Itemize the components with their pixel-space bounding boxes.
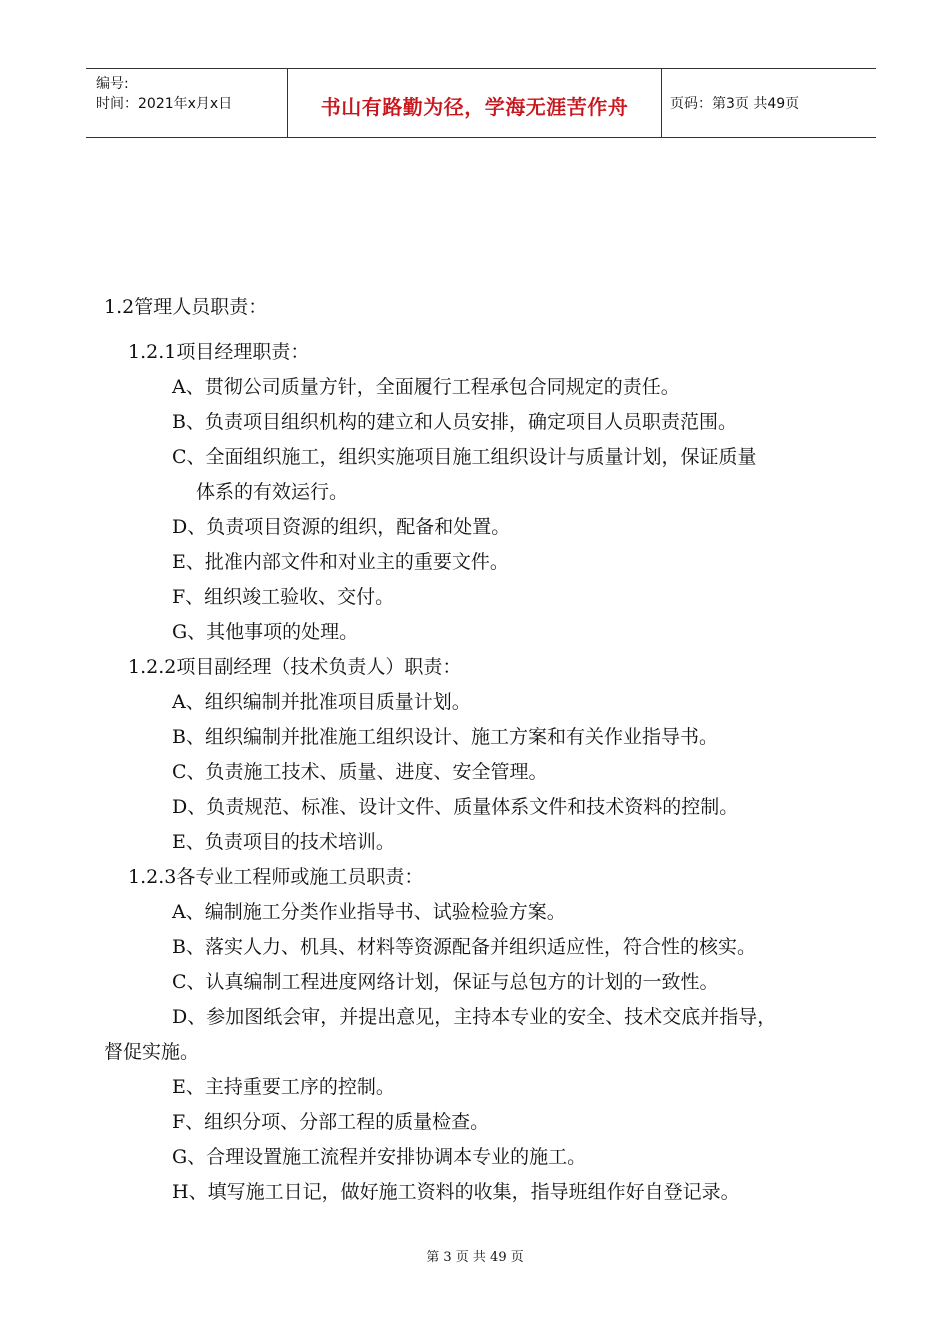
list-item: G、其他事项的处理。 [172,621,359,643]
list-item: D、负责规范、标准、设计文件、质量体系文件和技术资料的控制。 [172,796,739,818]
list-item: D、参加图纸会审，并提出意见，主持本专业的安全、技术交底并指导， [172,1006,777,1028]
list-item: B、落实人力、机具、材料等资源配备并组织适应性，符合性的核实。 [172,936,756,958]
list-item: B、组织编制并批准施工组织设计、施工方案和有关作业指导书。 [172,726,718,748]
list-item: E、主持重要工序的控制。 [172,1076,395,1098]
motto: 书山有路勤为径，学海无涯苦作舟 [320,95,629,119]
list-item-continuation: 督促实施。 [104,1041,200,1063]
list-item: D、负责项目资源的组织，配备和处置。 [172,516,511,538]
list-item-continuation: 体系的有效运行。 [196,481,349,503]
header-meta-cell [86,69,288,137]
list-item: B、负责项目组织机构的建立和人员安排，确定项目人员职责范围。 [172,411,737,433]
time-label: 时间：2021年x月x日 [96,96,233,112]
list-item: C、认真编制工程进度网络计划，保证与总包方的计划的一致性。 [172,971,719,993]
page-footer: 第 3 页 共 49 页 [426,1250,524,1265]
section-title: 1.2管理人员职责： [104,296,268,318]
list-item: C、负责施工技术、质量、进度、安全管理。 [172,761,548,783]
list-item: C、全面组织施工，组织实施项目施工组织设计与质量计划，保证质量 [172,446,757,468]
list-item: A、贯彻公司质量方针，全面履行工程承包合同规定的责任。 [172,376,680,398]
list-item: A、组织编制并批准项目质量计划。 [172,691,471,713]
list-item: F、组织分项、分部工程的质量检查。 [172,1111,490,1133]
list-item: E、负责项目的技术培训。 [172,831,395,853]
header-motto-cell [288,69,662,137]
document-header [86,68,876,138]
subsection-title-3: 1.2.3各专业工程师或施工员职责： [128,866,424,888]
list-item: E、批准内部文件和对业主的重要文件。 [172,551,509,573]
page-info: 页码：第3页 共49页 [670,96,800,112]
list-item: A、编制施工分类作业指导书、试验检验方案。 [172,901,566,923]
subsection-title-1: 1.2.1项目经理职责： [128,341,310,363]
list-item: H、填写施工日记，做好施工资料的收集，指导班组作好自登记录。 [172,1181,740,1203]
subsection-title-2: 1.2.2项目副经理（技术负责人）职责： [128,656,462,678]
header-page-cell [662,69,876,137]
number-label: 编号: [96,76,129,92]
list-item: F、组织竣工验收、交付。 [172,586,395,608]
list-item: G、合理设置施工流程并安排协调本专业的施工。 [172,1146,587,1168]
